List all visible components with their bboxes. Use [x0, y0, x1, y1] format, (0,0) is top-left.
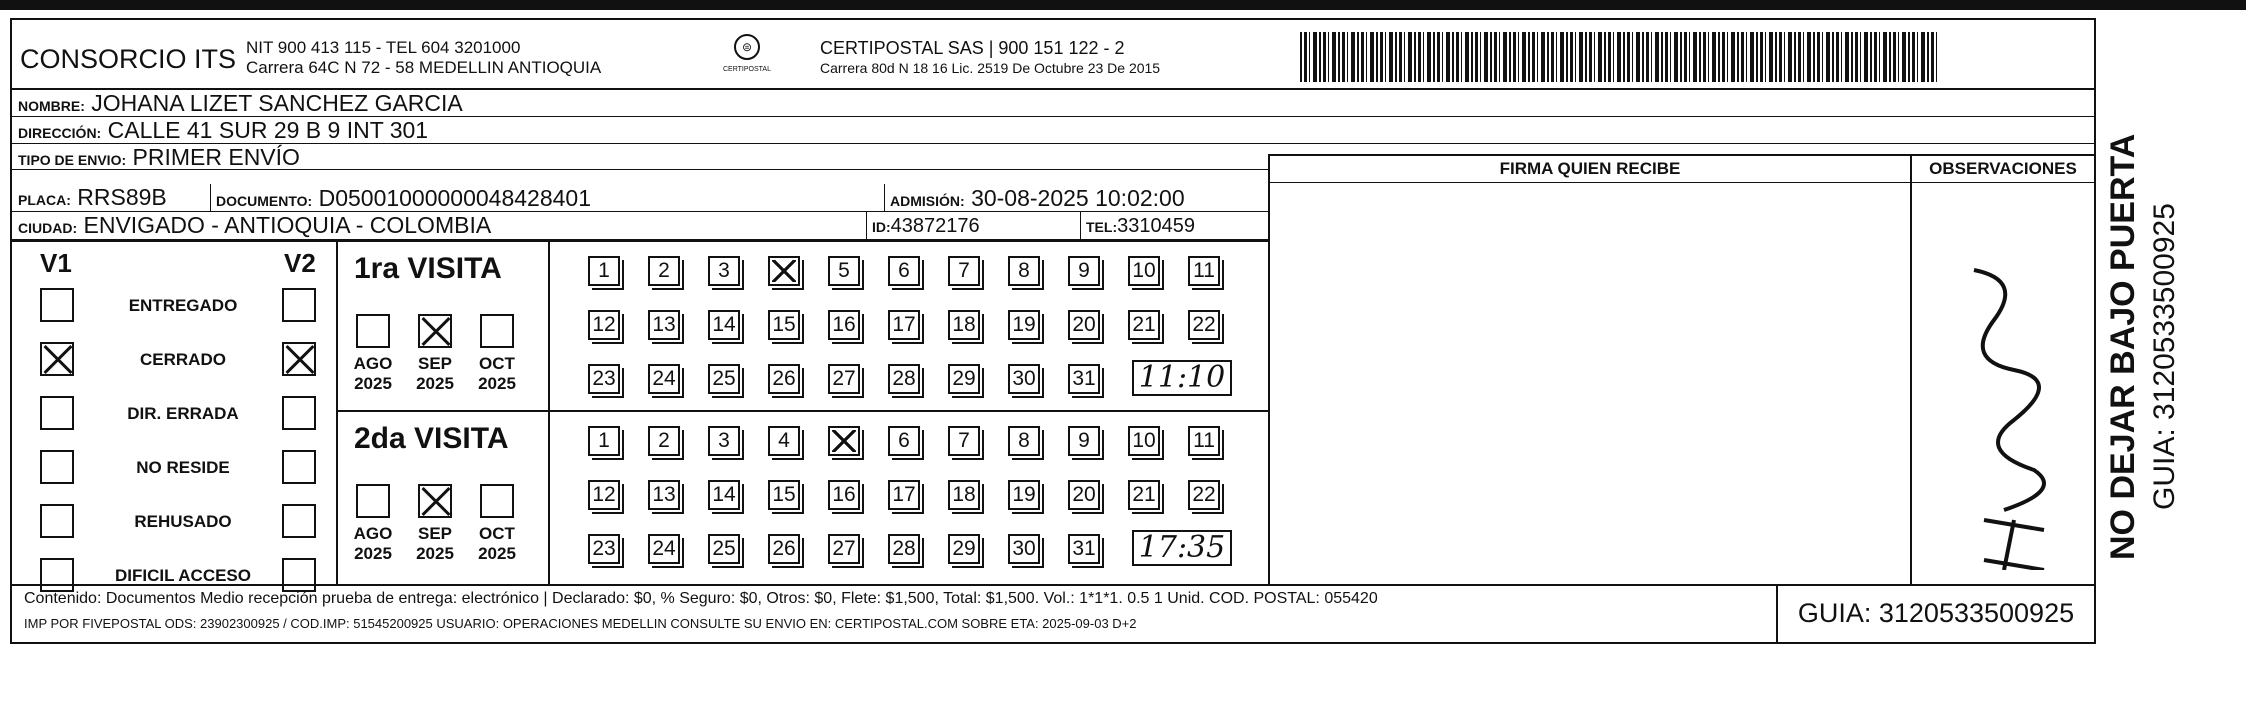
visit-day-box[interactable]: 19 — [1008, 310, 1040, 340]
month-name: OCT — [479, 524, 515, 543]
side-warning: NO DEJAR BAJO PUERTA — [2104, 133, 2142, 560]
visit-day-box[interactable]: 6 — [888, 256, 920, 286]
documento-field — [216, 184, 591, 215]
visit-day-box[interactable]: 9 — [1068, 256, 1100, 286]
company-name: CONSORCIO ITS — [20, 44, 237, 74]
visit-day-box[interactable]: 20 — [1068, 480, 1100, 510]
visit-month-label — [348, 524, 398, 564]
visit-day-box[interactable]: 18 — [948, 310, 980, 340]
courier-info — [820, 38, 1160, 78]
visit-day-box[interactable]: 1 — [588, 256, 620, 286]
visit-day-box[interactable]: 20 — [1068, 310, 1100, 340]
courier-license-line: Carrera 80d N 18 16 Lic. 2519 De Octubre 23 De 2015 — [820, 60, 1161, 76]
visit-month-checkbox[interactable] — [480, 314, 514, 348]
visit-day-box[interactable]: 22 — [1188, 310, 1220, 340]
month-year: 2025 — [478, 544, 516, 563]
visit-month-checkbox[interactable] — [418, 484, 452, 518]
visit-day-box[interactable]: 7 — [948, 426, 980, 456]
direccion-label: DIRECCIÓN: — [18, 125, 102, 141]
visit-month-label — [472, 524, 522, 564]
visit-day-box[interactable]: 27 — [828, 534, 860, 564]
visit-day-box[interactable]: 23 — [588, 534, 620, 564]
visit-day-box[interactable] — [768, 256, 800, 286]
month-name: SEP — [417, 354, 453, 373]
visit-month-checkbox[interactable] — [356, 484, 390, 518]
row-tipo — [12, 144, 1268, 170]
visit-day-box[interactable]: 3 — [708, 426, 740, 456]
section-divider — [336, 240, 338, 584]
visit-divider — [336, 410, 1268, 412]
ciudad-value: ENVIGADO - ANTIOQUIA - COLOMBIA — [83, 212, 492, 238]
top-edge-bar — [0, 0, 2246, 10]
visit-day-box[interactable]: 21 — [1128, 480, 1160, 510]
admision-value: 30-08-2025 10:02:00 — [971, 185, 1185, 211]
direccion-value: CALLE 41 SUR 29 B 9 INT 301 — [107, 117, 429, 143]
visit-day-box[interactable]: 29 — [948, 534, 980, 564]
courier-logo — [712, 34, 782, 90]
visit-day-box[interactable]: 14 — [708, 310, 740, 340]
visit-day-box[interactable]: 4 — [768, 426, 800, 456]
visit-day-box[interactable]: 16 — [828, 310, 860, 340]
status-label: ENTREGADO — [128, 296, 238, 315]
status-label: NO RESIDE — [136, 458, 230, 477]
observaciones-header: OBSERVACIONES — [1912, 155, 2094, 183]
month-name: AGO — [353, 354, 393, 373]
visit-day-box[interactable]: 19 — [1008, 480, 1040, 510]
row-nombre — [12, 90, 2094, 117]
v1-header: V1 — [40, 248, 72, 278]
month-name: SEP — [417, 524, 453, 543]
month-name: AGO — [353, 524, 393, 543]
visit-day-box[interactable]: 12 — [588, 480, 620, 510]
month-year: 2025 — [416, 544, 454, 563]
documento-label: DOCUMENTO: — [216, 193, 313, 209]
id-value: 43872176 — [890, 215, 980, 237]
v1-status-checkbox[interactable] — [40, 288, 74, 322]
status-label: DIFICIL ACCESO — [114, 566, 251, 585]
visit-day-box[interactable]: 10 — [1128, 256, 1160, 286]
v2-status-checkbox[interactable] — [282, 450, 316, 484]
divider — [1080, 212, 1081, 240]
side-panel — [2086, 90, 2246, 590]
visit-day-box[interactable]: 31 — [1068, 364, 1100, 394]
divider — [210, 184, 211, 212]
v2-header: V2 — [284, 248, 316, 278]
company-address-line: Carrera 64C N 72 - 58 MEDELLIN ANTIOQUIA — [246, 58, 602, 77]
visit-day-box[interactable]: 15 — [768, 480, 800, 510]
section-divider — [12, 240, 1268, 242]
month-year: 2025 — [354, 544, 392, 563]
tipo-label: TIPO DE ENVIO: — [18, 152, 127, 168]
visit-day-box[interactable]: 22 — [1188, 480, 1220, 510]
tel-field — [1086, 212, 1195, 241]
signature-area[interactable] — [1270, 184, 1910, 584]
visit-day-box[interactable]: 25 — [708, 534, 740, 564]
v2-status-checkbox[interactable] — [282, 504, 316, 538]
visit-day-box[interactable]: 14 — [708, 480, 740, 510]
visit-day-box[interactable]: 5 — [828, 256, 860, 286]
id-label: ID: — [872, 219, 891, 235]
courier-nit-line: CERTIPOSTAL SAS | 900 151 122 - 2 — [820, 38, 1125, 58]
v1-status-checkbox[interactable] — [40, 396, 74, 430]
visit-day-box[interactable]: 2 — [648, 426, 680, 456]
visit-title: 1ra VISITA — [354, 252, 502, 285]
visit-day-box[interactable]: 30 — [1008, 364, 1040, 394]
tel-label: TEL: — [1086, 219, 1118, 235]
divider — [884, 184, 885, 212]
visit-day-box[interactable]: 1 — [588, 426, 620, 456]
month-year: 2025 — [354, 374, 392, 393]
nombre-value: JOHANA LIZET SANCHEZ GARCIA — [91, 90, 463, 116]
visit-day-box[interactable]: 6 — [888, 426, 920, 456]
visit-day-box[interactable]: 24 — [648, 364, 680, 394]
v2-status-checkbox[interactable] — [282, 288, 316, 322]
visit-day-box[interactable]: 26 — [768, 534, 800, 564]
visit-day-box[interactable]: 11 — [1188, 256, 1220, 286]
v1-status-checkbox[interactable] — [40, 504, 74, 538]
visit-month-label — [410, 524, 460, 564]
visit-day-box[interactable]: 26 — [768, 364, 800, 394]
visit-day-box[interactable]: 15 — [768, 310, 800, 340]
column-divider — [1910, 154, 1912, 584]
visit-day-box[interactable] — [828, 426, 860, 456]
tipo-value: PRIMER ENVÍO — [132, 144, 300, 170]
v2-status-checkbox[interactable] — [282, 342, 316, 376]
visit-day-box[interactable]: 11 — [1188, 426, 1220, 456]
company-info — [246, 38, 601, 78]
handwritten-signature — [1914, 250, 2094, 570]
placa-label: PLACA: — [18, 192, 71, 208]
visit-day-box[interactable]: 9 — [1068, 426, 1100, 456]
visit-day-box[interactable]: 28 — [888, 364, 920, 394]
visit-day-box[interactable]: 29 — [948, 364, 980, 394]
nombre-label: NOMBRE: — [18, 98, 85, 114]
row-direccion — [12, 117, 2094, 144]
guia-number: GUIA: 3120533500925 — [1776, 584, 2094, 642]
barcode — [1300, 32, 1940, 82]
status-label: DIR. ERRADA — [127, 404, 239, 423]
visit-day-box[interactable]: 16 — [828, 480, 860, 510]
divider — [866, 212, 867, 240]
visit-day-box[interactable]: 25 — [708, 364, 740, 394]
visit-day-box[interactable]: 3 — [708, 256, 740, 286]
section-divider — [548, 240, 550, 584]
visit-day-box[interactable]: 23 — [588, 364, 620, 394]
visit-day-box[interactable]: 13 — [648, 480, 680, 510]
visit-day-box[interactable]: 30 — [1008, 534, 1040, 564]
logo-text: CERTIPOSTAL — [723, 66, 771, 73]
admision-field — [890, 184, 1185, 215]
company-nit-line: NIT 900 413 115 - TEL 604 3201000 — [246, 38, 521, 57]
visit-day-box[interactable]: 12 — [588, 310, 620, 340]
v1-status-checkbox[interactable] — [40, 450, 74, 484]
month-year: 2025 — [478, 374, 516, 393]
placa-value: RRS89B — [77, 184, 167, 210]
visit-day-box[interactable]: 21 — [1128, 310, 1160, 340]
month-year: 2025 — [416, 374, 454, 393]
visit-title: 2da VISITA — [354, 422, 509, 455]
visit-day-box[interactable]: 17 — [888, 480, 920, 510]
visit-day-box[interactable]: 2 — [648, 256, 680, 286]
visit-month-checkbox[interactable] — [480, 484, 514, 518]
visit-day-box[interactable]: 18 — [948, 480, 980, 510]
visit-day-box[interactable]: 10 — [1128, 426, 1160, 456]
firma-header: FIRMA QUIEN RECIBE — [1270, 155, 1910, 183]
visit-day-box[interactable]: 28 — [888, 534, 920, 564]
footer-contents: Contenido: Documentos Medio recepción prueba de entrega: electrónico | Declarado: $0, % Seguro: $0, Otros: $0, Flete: $1,500, Total: $1,500. Vol.: 1*1*1. 0.5 1 Unid. COD. POSTAL: 055420 — [24, 590, 1378, 607]
logo-emblem-icon: ⊜ — [734, 34, 760, 60]
v2-status-checkbox[interactable] — [282, 396, 316, 430]
month-name: OCT — [479, 354, 515, 373]
visit-month-label — [348, 354, 398, 394]
ciudad-label: CIUDAD: — [18, 220, 78, 236]
id-field — [872, 212, 980, 241]
visit-day-box[interactable]: 17 — [888, 310, 920, 340]
visit-day-box[interactable]: 7 — [948, 256, 980, 286]
tel-value: 3310459 — [1117, 215, 1195, 237]
visit-month-label — [410, 354, 460, 394]
visit-month-checkbox[interactable] — [418, 314, 452, 348]
visit-month-checkbox[interactable] — [356, 314, 390, 348]
visit-month-label — [472, 354, 522, 394]
status-label: REHUSADO — [134, 512, 232, 531]
footer-print-info: IMP POR FIVEPOSTAL ODS: 23902300925 / COD.IMP: 51545200925 USUARIO: OPERACIONES MEDELLIN CONSULTE SU ENVIO EN: CERTIPOSTAL.COM SOBRE ETA: 2025-09-03 D+2 — [24, 616, 1137, 631]
visit-day-box[interactable]: 27 — [828, 364, 860, 394]
visit-day-box[interactable]: 13 — [648, 310, 680, 340]
visit-hour[interactable]: 17:35 — [1132, 530, 1232, 566]
documento-value: D05001000000048428401 — [318, 185, 592, 211]
v1-status-checkbox[interactable] — [40, 342, 74, 376]
visit-day-box[interactable]: 8 — [1008, 426, 1040, 456]
visit-hour[interactable]: 11:10 — [1132, 360, 1232, 396]
side-guia: GUIA: 3120533500925 — [2148, 203, 2181, 510]
status-label: CERRADO — [140, 350, 226, 369]
admision-label: ADMISIÓN: — [890, 193, 965, 209]
visit-day-box[interactable]: 24 — [648, 534, 680, 564]
visit-day-box[interactable]: 31 — [1068, 534, 1100, 564]
visit-day-box[interactable]: 8 — [1008, 256, 1040, 286]
